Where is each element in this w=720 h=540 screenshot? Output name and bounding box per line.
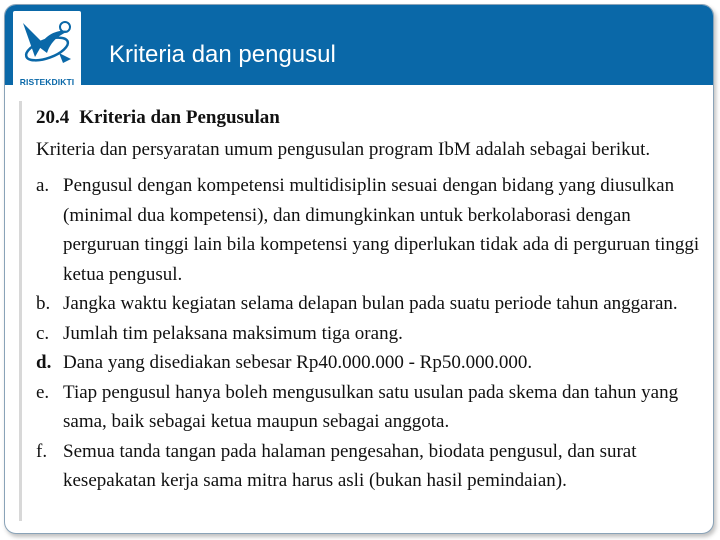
ristekdikti-emblem-icon [17, 13, 77, 75]
list-item [36, 437, 702, 496]
slide-frame [4, 4, 714, 534]
list-marker: c. [36, 322, 50, 344]
intro-paragraph: Kriteria dan persyaratan umum pengusulan program IbM adalah sebagai berikut. [36, 139, 651, 160]
list-item [36, 319, 702, 349]
document-excerpt [19, 101, 712, 521]
list-item-text: Tiap pengusul hanya boleh mengusulkan satu usulan pada skema dan tahun yang sama, baik sebagai ketua maupun sebagai anggota. [63, 381, 679, 432]
criteria-list [36, 171, 702, 496]
page-title: Kriteria dan pengusul [109, 41, 336, 68]
section-title: Kriteria dan Pengusulan [79, 107, 280, 128]
section-number: 20.4 [36, 107, 70, 128]
list-marker: d. [36, 352, 52, 373]
logo-text: RISTEKDIKTI [19, 77, 75, 87]
list-marker: e. [36, 381, 50, 403]
list-item-text: Semua tanda tangan pada halaman pengesahan, biodata pengusul, dan surat kesepakatan kerja sama mitra harus asli (bukan hasil pemindaian). [63, 440, 637, 491]
list-item-text: Pengusul dengan kompetensi multidisiplin sesuai dengan bidang yang diusulkan (minimal dua kompetensi), dan dimungkinkan untuk berkolaborasi dengan perguruan tinggi lain bila kompetensi yang diperlukan tidak ada di perguruan tinggi ketua pengusul. [63, 175, 700, 285]
list-marker: a. [36, 175, 50, 196]
list-item [36, 378, 702, 437]
list-marker: f. [36, 440, 48, 462]
list-item-text: Jangka waktu kegiatan selama delapan bulan pada suatu periode tahun anggaran. [63, 293, 678, 314]
list-item [36, 171, 702, 289]
section-heading [36, 107, 280, 129]
list-item [36, 289, 702, 319]
ristekdikti-logo [13, 11, 81, 89]
list-item [36, 348, 702, 378]
list-item-text: Dana yang disediakan sebesar Rp40.000.000 - Rp50.000.000. [63, 352, 533, 373]
list-item-text: Jumlah tim pelaksana maksimum tiga orang. [63, 322, 403, 344]
list-marker: b. [36, 293, 51, 314]
